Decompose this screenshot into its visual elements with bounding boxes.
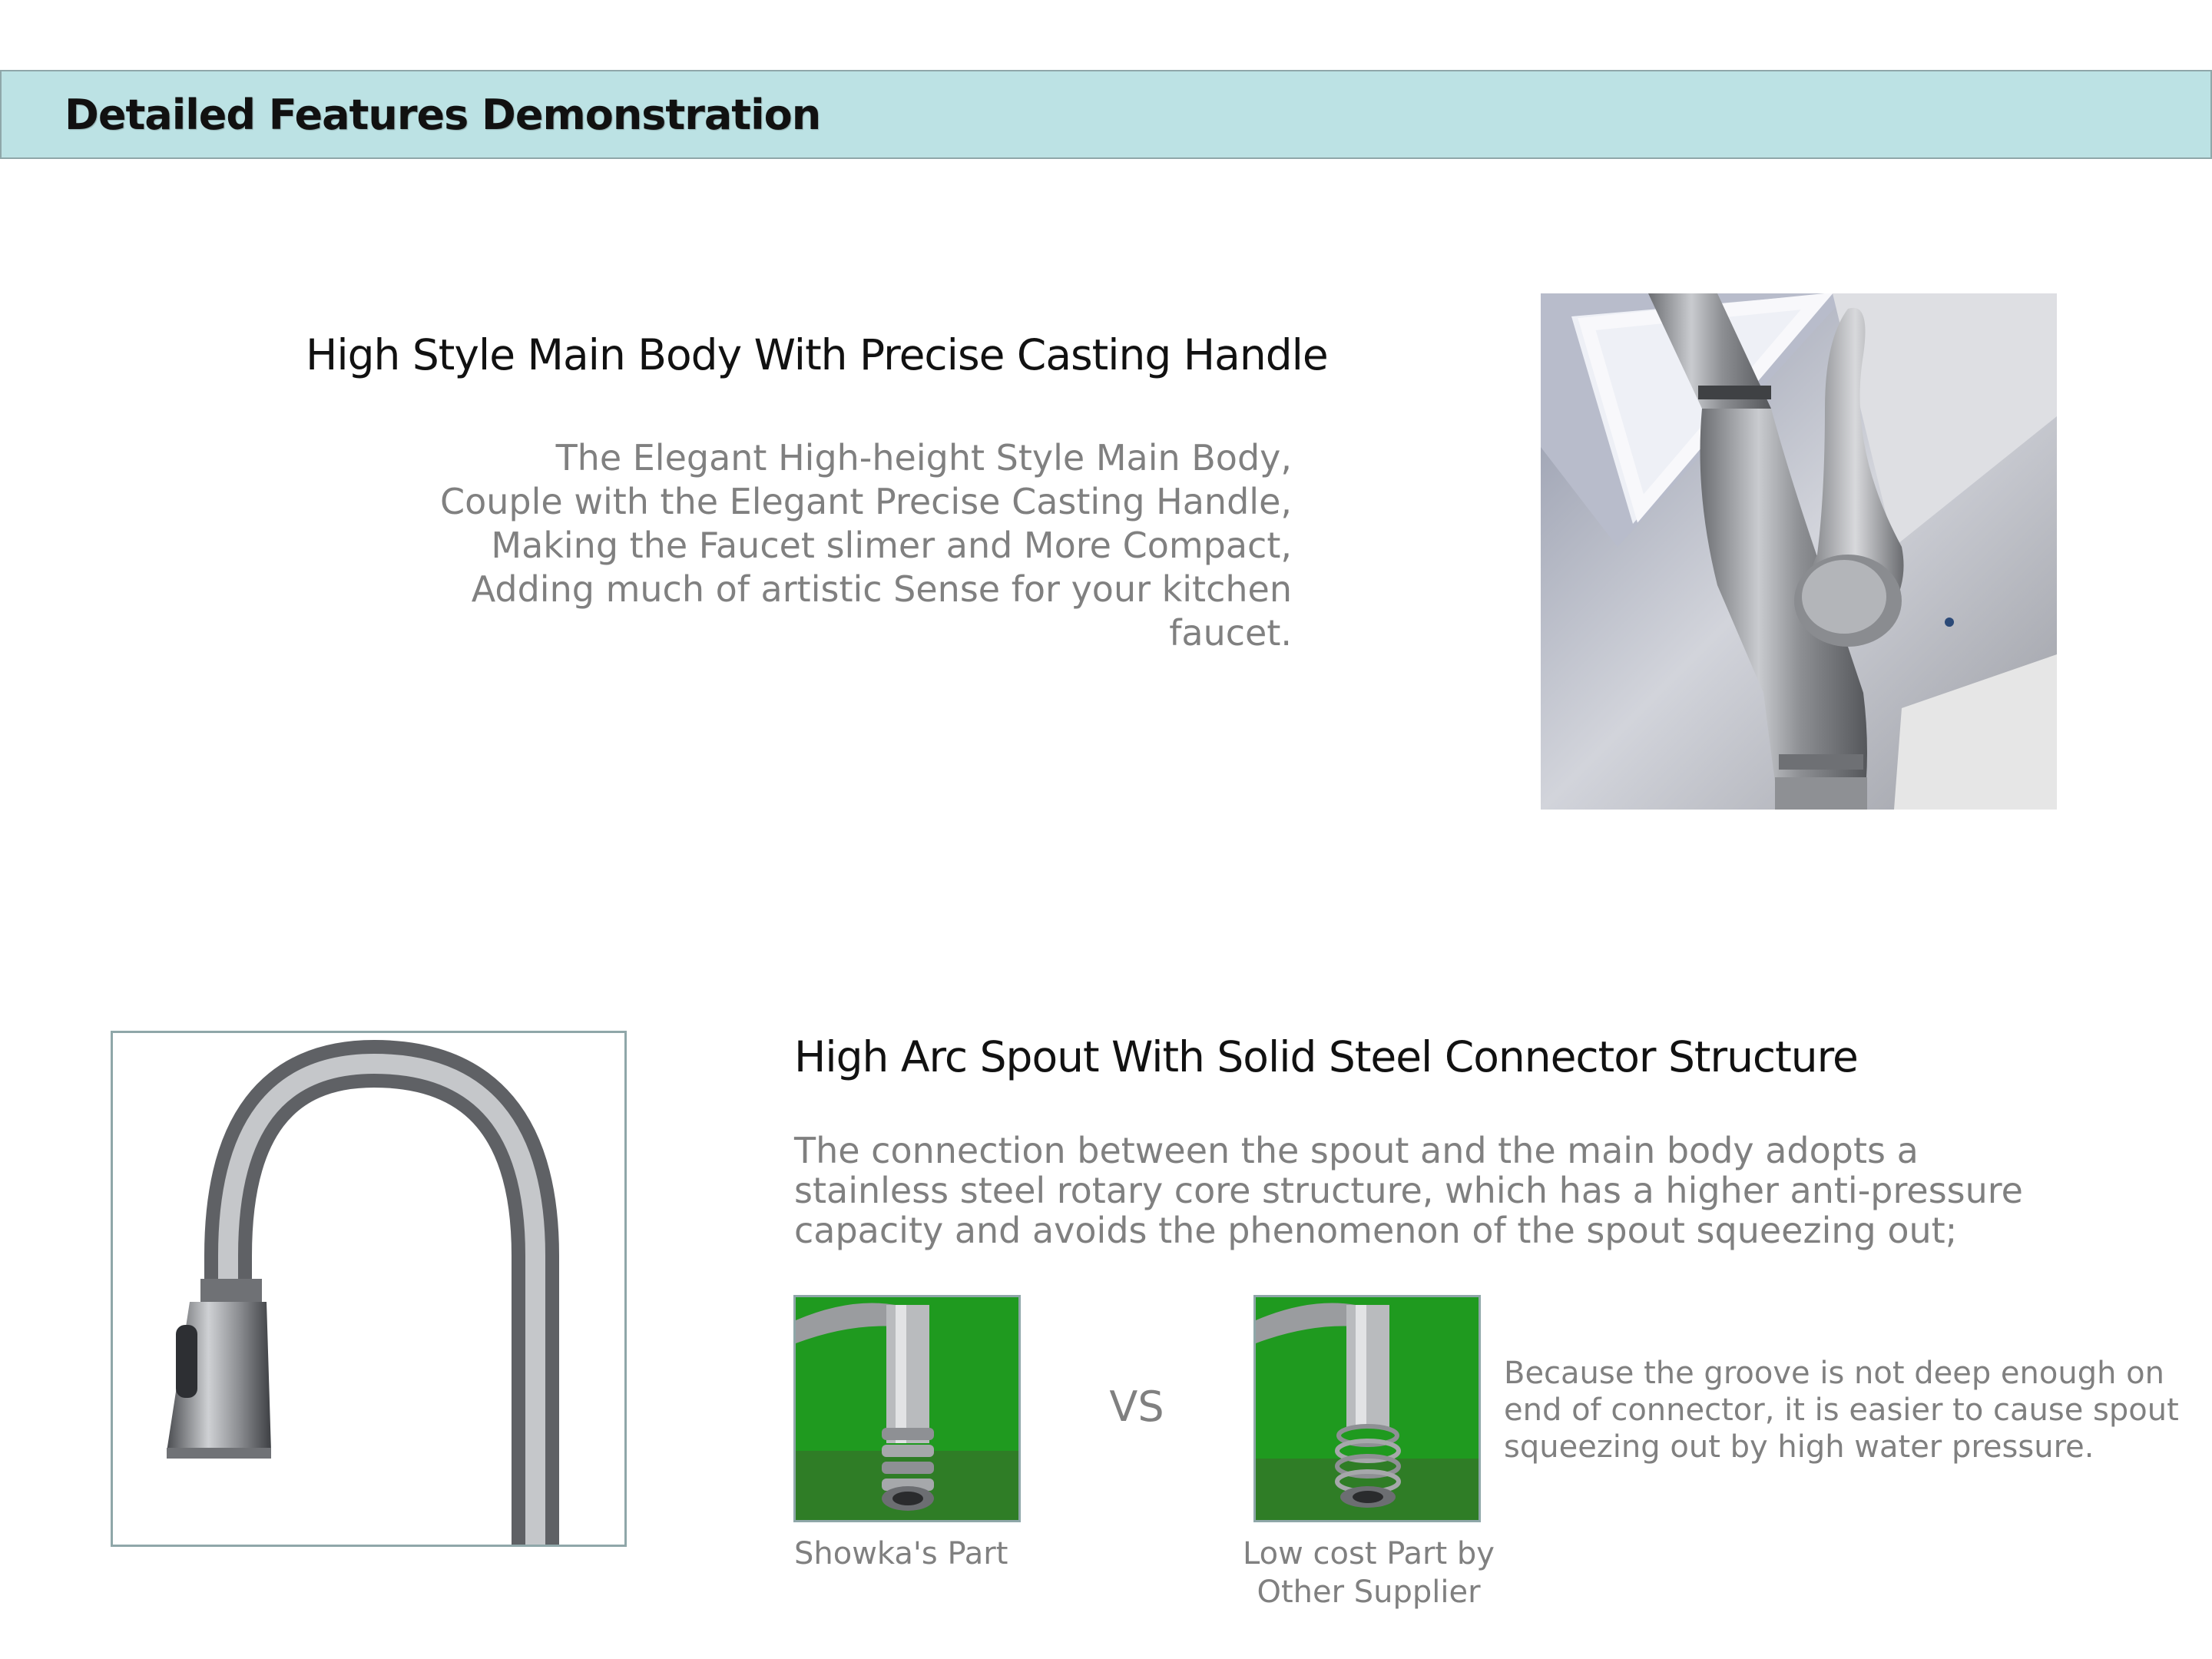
other-supplier-part-photo (1253, 1295, 1481, 1522)
other-supplier-part-caption: Low cost Part by Other Supplier (1243, 1536, 1495, 1610)
vs-label: VS (1109, 1382, 1164, 1431)
high-arc-spout-photo (111, 1031, 627, 1547)
feature-main-body-description: The Elegant High-height Style Main Body, Couple with the Elegant Precise Casting Handle, Making the Faucet slimer and More Compact, Adding much of artistic Sense for your kitchen faucet. (440, 437, 1292, 654)
feature-spout-description: The connection between the spout and the main body adopts a stainless steel rotary core structure, which has a higher anti-pressure capacity and avoids the phenomenon of the spout squeezing out; (794, 1130, 2023, 1251)
page-title: Detailed Features Demonstration (65, 91, 821, 139)
comparison-note: Because the groove is not deep enough on end of connector, it is easier to cause spout squeezing out by high water pressure. (1504, 1356, 2179, 1465)
showka-part-photo (793, 1295, 1021, 1522)
showka-part-caption: Showka's Part (794, 1536, 1008, 1571)
feature-main-body-heading: High Style Main Body With Precise Casting Handle (306, 330, 1328, 379)
faucet-handle-photo (1541, 293, 2057, 810)
feature-spout-heading: High Arc Spout With Solid Steel Connector Structure (794, 1032, 1858, 1081)
